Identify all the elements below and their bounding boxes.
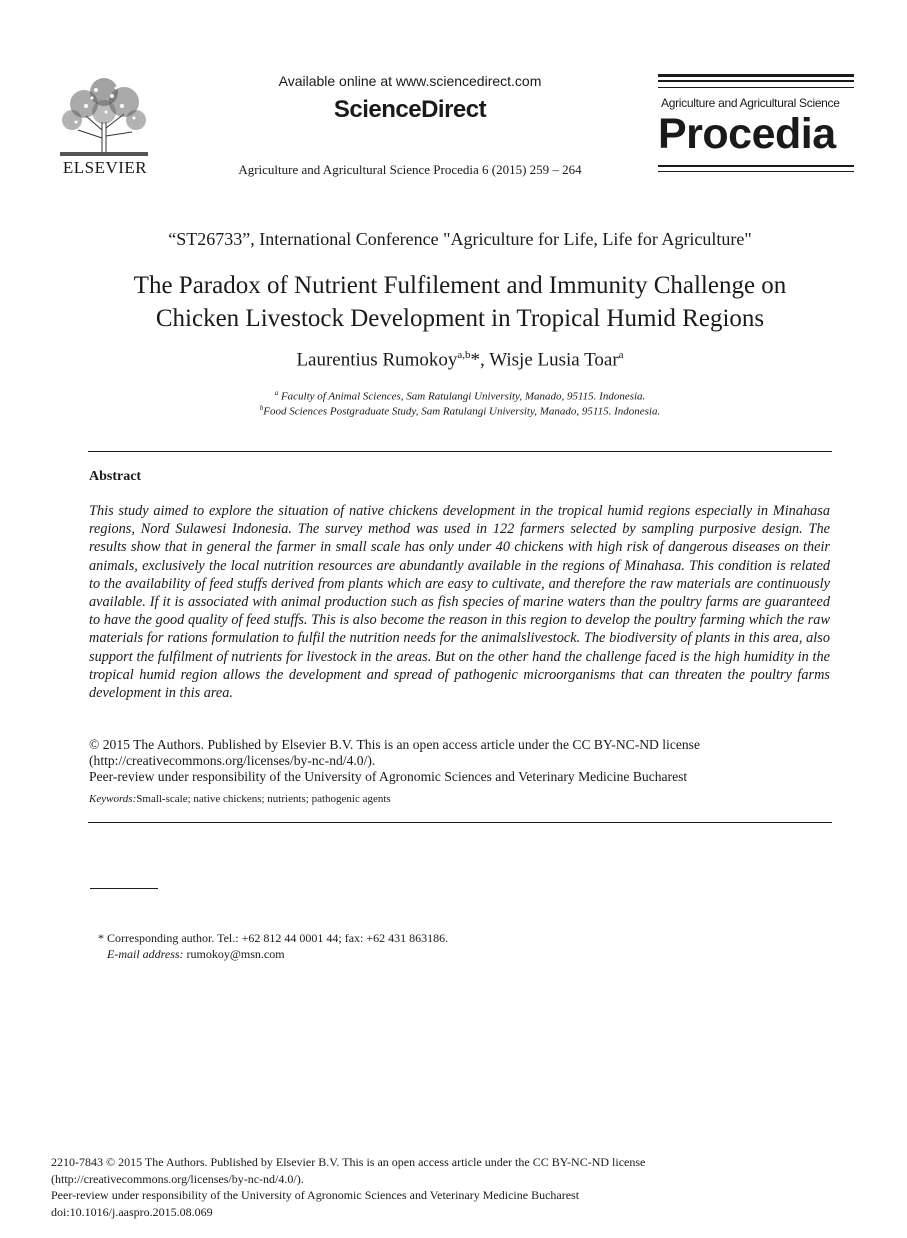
- keywords: [89, 793, 830, 805]
- peer-review-statement: Peer-review under responsibility of the University of Agronomic Sciences and Veterinary Medicine Bucharest: [51, 1188, 580, 1202]
- author-name: Laurentius Rumokoy: [296, 349, 458, 371]
- keywords-list: Small-scale; native chickens; nutrients; pathogenic agents: [136, 793, 391, 805]
- masthead-rule: [658, 171, 854, 172]
- affiliation-a: [60, 389, 860, 403]
- masthead-rule: [658, 74, 854, 77]
- license-statement: [89, 737, 830, 786]
- peer-review-statement: Peer-review under responsibility of the University of Agronomic Sciences and Veterinary Medicine Bucharest: [89, 769, 688, 785]
- procedia-subtitle: Agriculture and Agricultural Science: [661, 96, 840, 110]
- affiliation-b: [60, 404, 860, 418]
- affiliation-mark: b: [259, 404, 264, 412]
- abstract-heading: Abstract: [89, 469, 142, 484]
- author-affiliation-mark: a,b: [457, 349, 471, 361]
- masthead-rule: [658, 87, 854, 88]
- affiliation-text: Faculty of Animal Sciences, Sam Ratulangi University, Manado, 95115. Indonesia.: [278, 390, 646, 403]
- procedia-title: Procedia: [658, 110, 836, 158]
- conference-name: “ST26733”, International Conference "Agriculture for Life, Life for Agriculture": [168, 229, 752, 249]
- license-link[interactable]: (http://creativecommons.org/licenses/by-nc-nd/4.0/).: [89, 753, 376, 769]
- sciencedirect-logo: ScienceDirect: [333, 96, 487, 123]
- author-affiliation-mark: a: [618, 349, 624, 361]
- author-list: [60, 349, 860, 371]
- publication-info: [51, 1154, 851, 1220]
- masthead-rule: [658, 80, 854, 82]
- available-online-text: Available online at www.sciencedirect.com: [278, 73, 542, 89]
- author-name: Wisje Lusia Toar: [489, 349, 619, 371]
- email-address[interactable]: rumokoy@msn.com: [183, 947, 285, 961]
- publisher-name: ELSEVIER: [62, 158, 148, 177]
- title-line: Chicken Livestock Development in Tropical Humid Regions: [155, 305, 765, 332]
- affiliation-text: Food Sciences Postgraduate Study, Sam Ratulangi University, Manado, 95115. Indonesia.: [263, 405, 661, 418]
- keywords-label: Keywords:: [89, 793, 137, 805]
- doi[interactable]: doi:10.1016/j.aaspro.2015.08.069: [51, 1204, 213, 1219]
- title-line: The Paradox of Nutrient Fulfilement and Immunity Challenge on: [133, 272, 787, 299]
- journal-citation: Agriculture and Agricultural Science Procedia 6 (2015) 259 – 264: [238, 162, 582, 177]
- issn-license: 2210-7843 © 2015 The Authors. Published by Elsevier B.V. This is an open access article under the CC BY-NC-ND license: [51, 1155, 646, 1169]
- masthead-rule: [658, 165, 854, 167]
- paper-title: [60, 269, 860, 335]
- email-note: [107, 947, 285, 962]
- license-line: © 2015 The Authors. Published by Elsevier B.V. This is an open access article under the CC BY-NC-ND license: [89, 737, 701, 752]
- abstract-body: This study aimed to explore the situation of native chickens development in the tropical humid regions especially in Minahasa regions, Nord Sulawesi Indonesia. The survey method was used in 122 farmers selected by sampling purposive design. The results show that in general the farmer in small scale has only under 40 chickens with high risk of dangerous diseases on their animals, exclusively the local nutrition resources are abundantly available in the regions of Minahasa. This condition is related to the availability of feed stuffs derived from plants which are easy to cultivate, and therefore the raw materials are continuously available. If it is associated with animal production such as fish species of marine waters than the poultry farms are guaranteed to have the good quality of feed stuffs. This is also become the reason in this region to develop the poultry farming which the raw materials for rations formulation to fulfil the nutrition needs for the animalslivestock. The biodiversity of plants in this area, also support the fulfilment of nutrients for livestock in the areas. But on the other hand the challenge faced is the high humidity in the tropical humid region allows the development and spread of pathogenic microorganisms that can threaten the poultry farms development in this area.: [89, 503, 830, 702]
- footnote-rule: [90, 888, 158, 889]
- affiliation-mark: a: [274, 389, 279, 397]
- section-divider: [88, 451, 832, 452]
- section-divider: [88, 822, 832, 823]
- email-label: E-mail address:: [107, 947, 184, 961]
- corresponding-mark: *,: [470, 349, 490, 371]
- license-link[interactable]: (http://creativecommons.org/licenses/by-nc-nd/4.0/).: [51, 1171, 304, 1186]
- tree-icon: [56, 72, 152, 158]
- corresponding-author-note: * Corresponding author. Tel.: +62 812 44 0001 44; fax: +62 431 863186.: [98, 931, 449, 945]
